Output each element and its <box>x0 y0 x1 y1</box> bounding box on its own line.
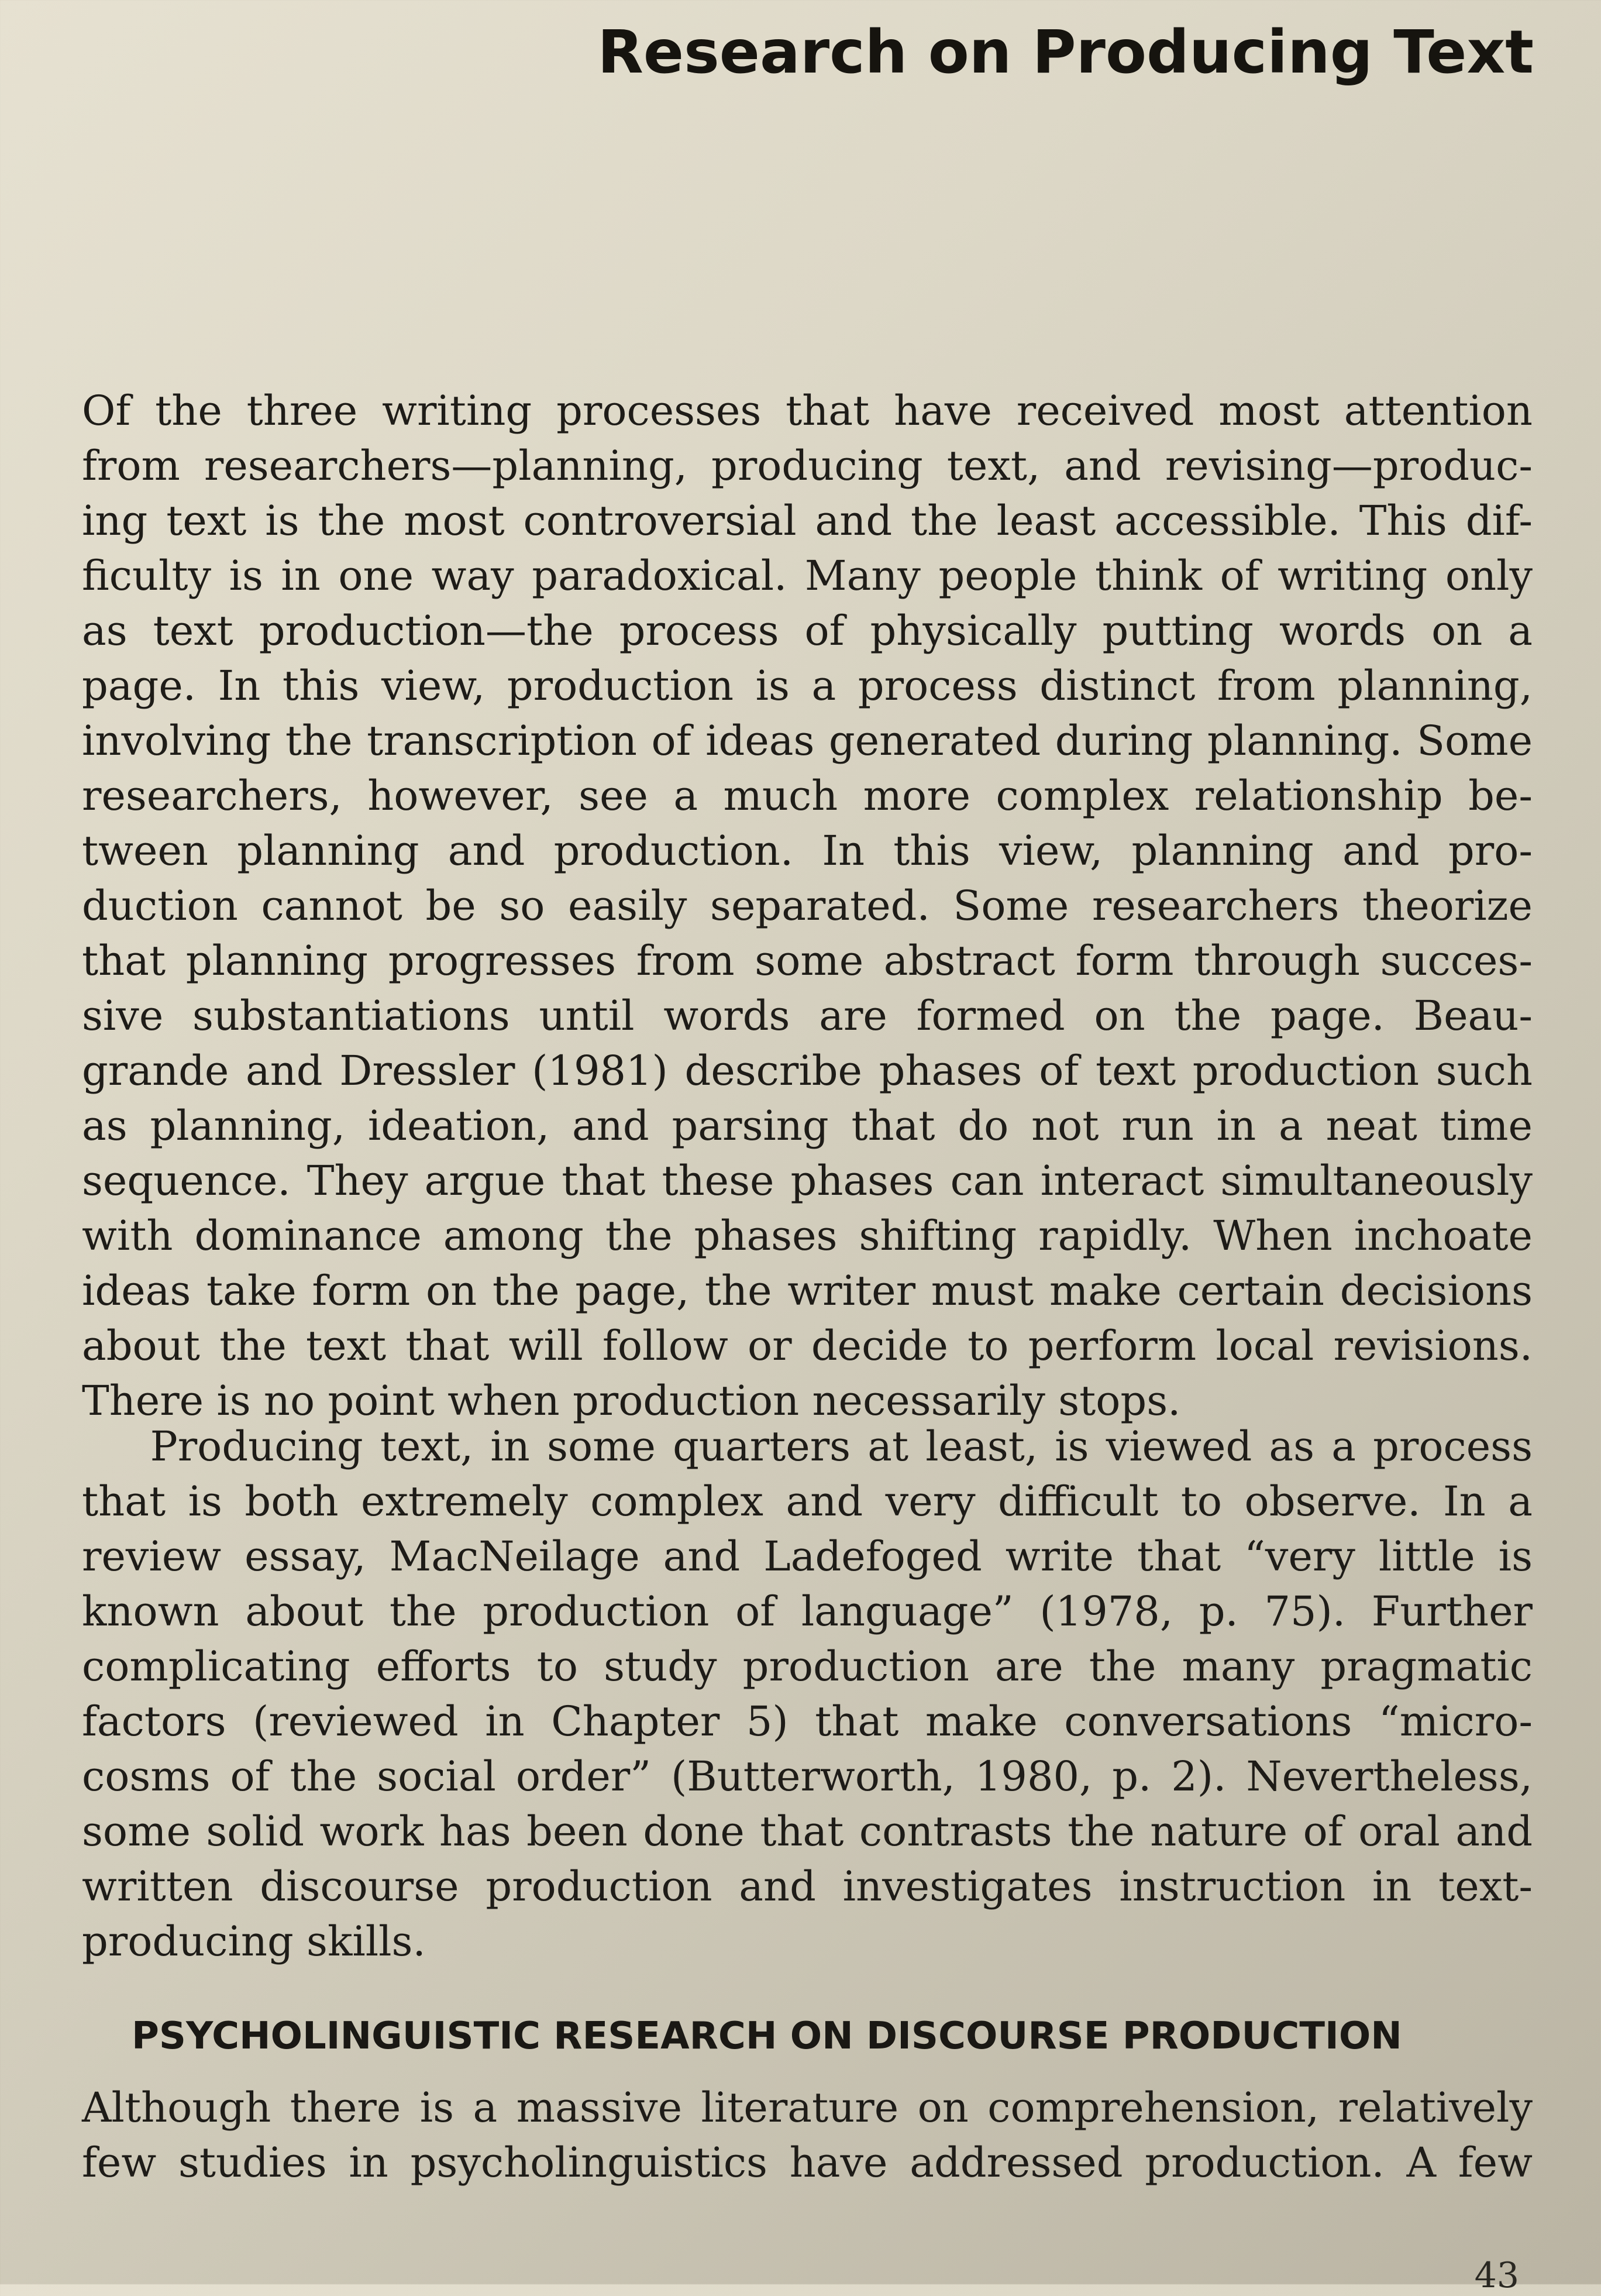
text-line: factors (reviewed in Chapter 5) that make conversations “micro- <box>82 1697 1533 1745</box>
text-line: cosms of the social order” (Butterworth, 1980, p. 2). Nevertheless, <box>82 1752 1533 1800</box>
text-line: producing skills. <box>82 1917 426 1965</box>
text-line: as text production—the process of physically putting words on a <box>82 607 1533 655</box>
text-line: from researchers—planning, producing text, and revising—produc- <box>82 442 1533 490</box>
text-line: sive substantiations until words are formed on the page. Beau- <box>82 992 1533 1040</box>
text-line: that is both extremely complex and very difficult to observe. In a <box>82 1477 1533 1525</box>
text-line: ficulty is in one way paradoxical. Many people think of writing only <box>82 552 1533 600</box>
text-line: Although there is a massive literature on comprehension, relatively <box>82 2084 1533 2132</box>
text-line: sequence. They argue that these phases can interact simultaneously <box>82 1157 1533 1205</box>
text-line: researchers, however, see a much more complex relationship be- <box>82 772 1533 820</box>
text-line: as planning, ideation, and parsing that do not run in a neat time <box>82 1102 1533 1150</box>
text-line: known about the production of language” (1978, p. 75). Further <box>82 1587 1533 1635</box>
text-line: that planning progresses from some abstract form through succes- <box>82 937 1533 985</box>
text-line: complicating efforts to study production are the many pragmatic <box>82 1642 1533 1690</box>
text-line: page. In this view, production is a process distinct from planning, <box>82 662 1533 710</box>
text-line: few studies in psycholinguistics have addressed production. A few <box>82 2139 1533 2187</box>
paragraph-3 <box>82 2080 1533 2190</box>
text-line: tween planning and production. In this view, planning and pro- <box>82 827 1533 875</box>
text-line: duction cannot be so easily separated. Some researchers theorize <box>82 882 1533 930</box>
text-line: involving the transcription of ideas generated during planning. Some <box>82 717 1533 765</box>
text-line: Producing text, in some quarters at least, is viewed as a process <box>82 1422 1533 1470</box>
page-title: Research on Producing Text <box>597 18 1534 87</box>
text-line: some solid work has been done that contrasts the nature of oral and <box>82 1807 1533 1855</box>
text-line: review essay, MacNeilage and Ladefoged write that “very little is <box>82 1532 1533 1580</box>
paragraph-2 <box>82 1419 1533 1969</box>
paragraph-1 <box>82 383 1533 1428</box>
text-line: ing text is the most controversial and the least accessible. This dif- <box>82 497 1533 545</box>
text-line: grande and Dressler (1981) describe phases of text production such <box>82 1047 1533 1095</box>
text-line: written discourse production and investigates instruction in text- <box>82 1862 1533 1910</box>
text-line: about the text that will follow or decide to perform local revisions. <box>82 1322 1533 1370</box>
text-line: with dominance among the phases shifting rapidly. When inchoate <box>82 1212 1533 1260</box>
page-number: 43 <box>1474 2255 1519 2296</box>
section-heading: PSYCHOLINGUISTIC RESEARCH ON DISCOURSE PRODUCTION <box>132 2015 1402 2058</box>
text-line: There is no point when production necessarily stops. <box>82 1377 1181 1425</box>
text-line: ideas take form on the page, the writer must make certain decisions <box>82 1267 1533 1315</box>
text-line: Of the three writing processes that have received most attention <box>82 387 1533 435</box>
